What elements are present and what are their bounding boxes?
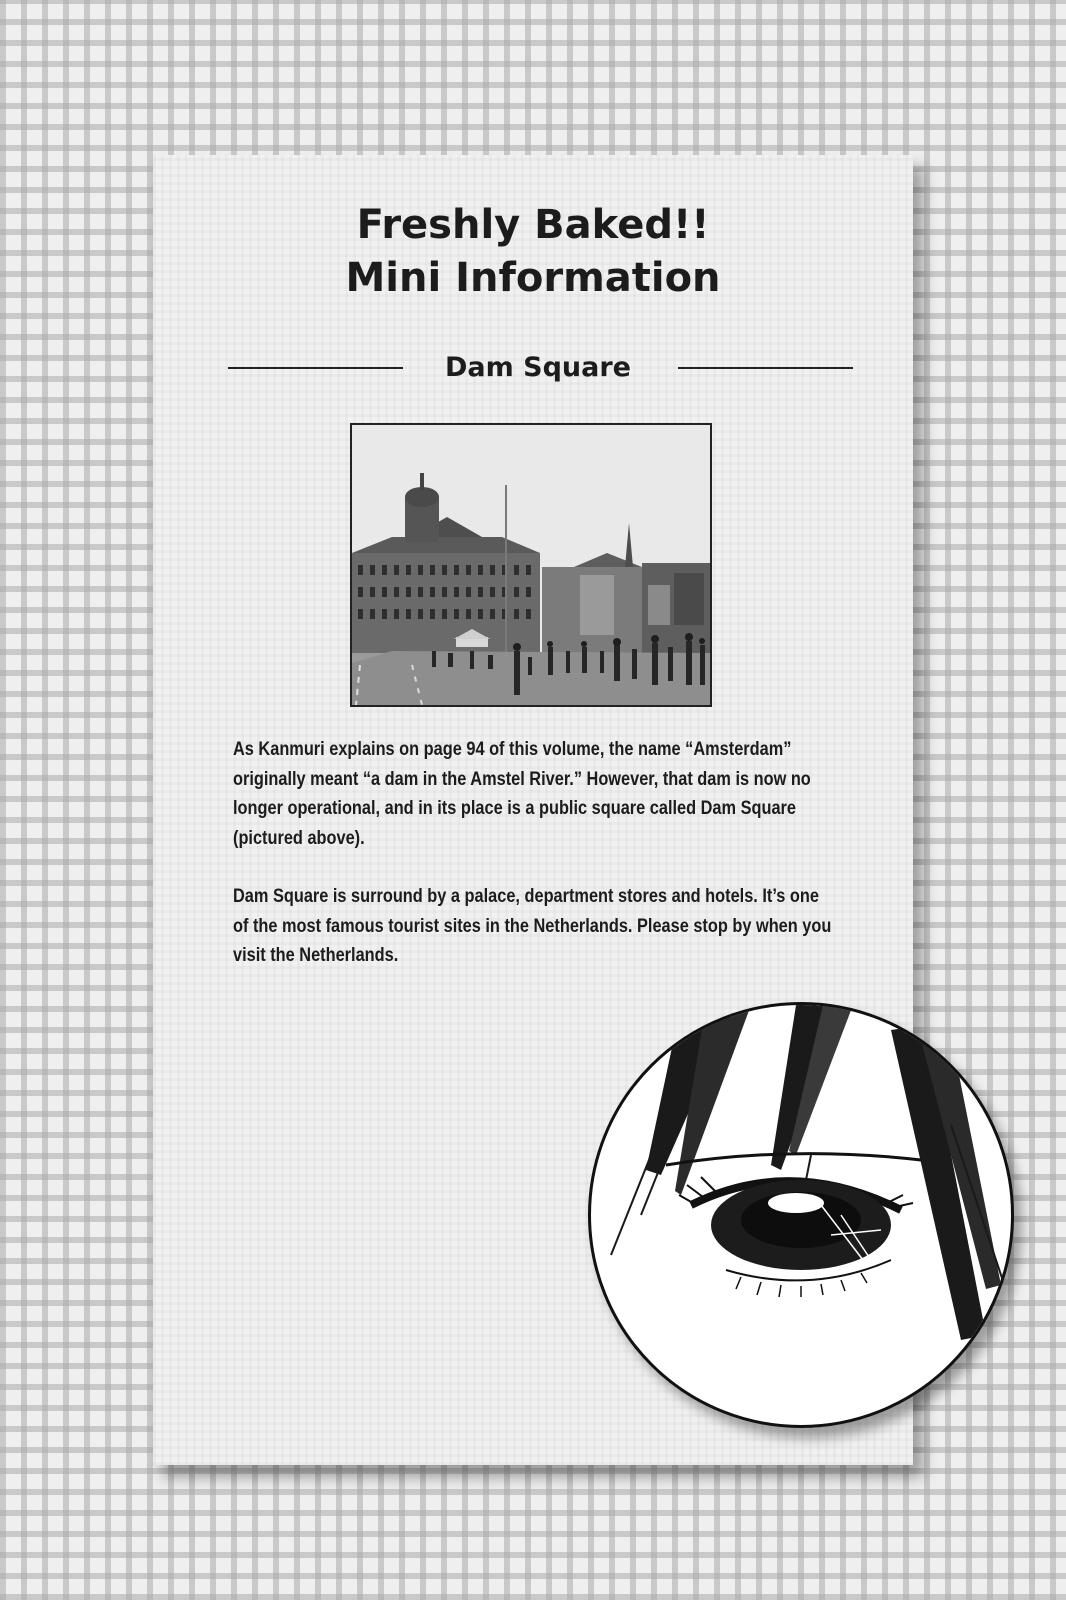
section-rule-right bbox=[678, 367, 853, 369]
body-text bbox=[233, 735, 833, 1000]
page-title bbox=[153, 199, 913, 305]
section-header bbox=[228, 348, 838, 388]
section-rule-left bbox=[228, 367, 403, 369]
photo-scene bbox=[352, 425, 710, 705]
paragraph-2: Dam Square is surround by a palace, department stores and hotels. It’s one of the most famous tourist sites in the Netherlands. Please stop by when you visit the Netherlands. bbox=[233, 886, 832, 966]
eye-drawing bbox=[591, 1005, 1011, 1425]
dam-square-photo bbox=[350, 423, 712, 707]
page-title-line-2: Mini Information bbox=[345, 255, 721, 301]
manga-eye-illustration bbox=[588, 1002, 1014, 1428]
section-title: Dam Square bbox=[444, 352, 631, 383]
paragraph-1: As Kanmuri explains on page 94 of this volume, the name “Amsterdam” originally meant “a dam in the Amstel River.” However, that dam is now no longer operational, and in its place is a public square called Dam Square (pictured above). bbox=[233, 739, 811, 849]
page-title-line-1: Freshly Baked!! bbox=[356, 202, 710, 248]
